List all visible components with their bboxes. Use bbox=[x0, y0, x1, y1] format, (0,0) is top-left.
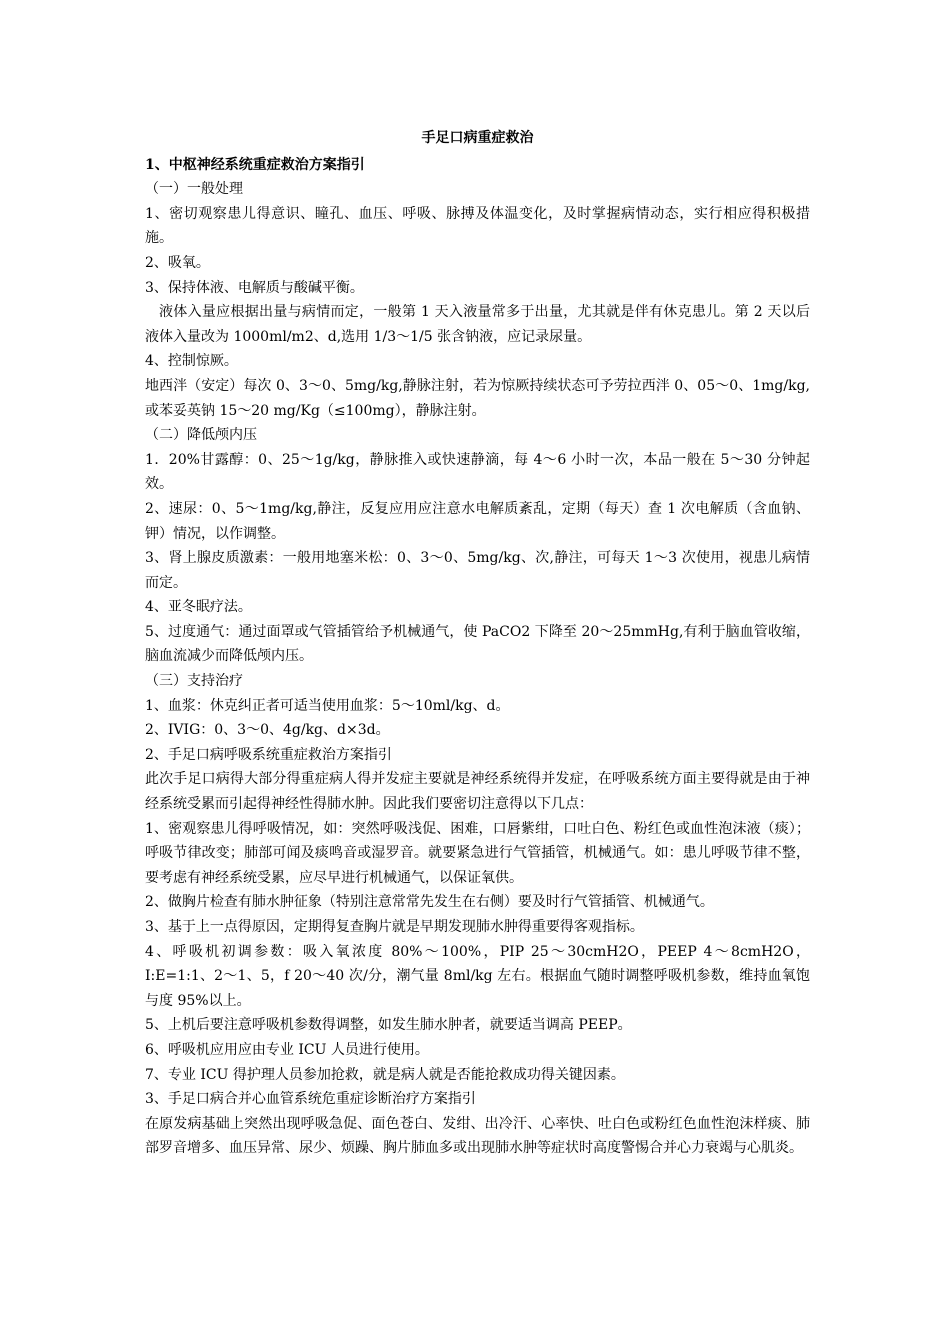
paragraph: 1、密观察患儿得呼吸情况，如：突然呼吸浅促、困难，口唇紫绀，口吐白色、粉红色或血性泡沫液（痰）；呼吸节律改变；肺部可闻及痰鸣音或湿罗音。就要紧急进行气管插管，机械通气。如：患儿呼吸节律不整，要考虑有神经系统受累，应尽早进行机械通气，以保证氧供。 bbox=[145, 820, 810, 886]
paragraph: 6、呼吸机应用应由专业 ICU 人员进行使用。 bbox=[145, 1041, 429, 1058]
paragraph: （一）一般处理 bbox=[145, 181, 243, 198]
paragraph: 液体入量应根据出量与病情而定，一般第 1 天入液量常多于出量，尤其就是伴有休克患儿。第 2 天以后液体入量改为 1000ml/m2、d,选用 1/3～1/5 张含钠液，应记录尿量。 bbox=[145, 304, 810, 345]
paragraph: 4、控制惊厥。 bbox=[145, 353, 238, 370]
document-page bbox=[145, 126, 810, 1161]
paragraph: 5、过度通气：通过面罩或气管插管给予机械通气，使 PaCO2 下降至 20～25mmHg,有利于脑血管收缩，脑血流减少而降低颅内压。 bbox=[145, 623, 810, 665]
paragraph: 2、做胸片检查有肺水肿征象（特别注意常常先发生在右侧）要及时行气管插管、机械通气。 bbox=[145, 894, 714, 911]
paragraph: 2、吸氧。 bbox=[145, 254, 210, 271]
paragraph: 2、IVIG：0、3～0、4g/kg、d×3d。 bbox=[145, 722, 390, 739]
paragraph: 1、血浆：休克纠正者可适当使用血浆：5～10ml/kg、d。 bbox=[145, 697, 510, 714]
section-heading: 1、中枢神经系统重症救治方案指引 bbox=[145, 156, 365, 173]
paragraph: 4、亚冬眠疗法。 bbox=[145, 599, 252, 616]
paragraph: （三）支持治疗 bbox=[145, 673, 243, 690]
paragraph: 地西泮（安定）每次 0、3～0、5mg/kg,静脉注射，若为惊厥持续状态可予劳拉西泮 0、05～0、1mg/kg,或苯妥英钠 15～20 mg/Kg（≤100mg），静脉注射。 bbox=[145, 377, 810, 419]
paragraph: 3、肾上腺皮质激素：一般用地塞米松：0、3～0、5mg/kg、次,静注，可每天 1～3 次使用，视患儿病情而定。 bbox=[145, 550, 810, 591]
paragraph: 1．20%甘露醇：0、25～1g/kg，静脉推入或快速静滴，每 4～6 小时一次，本品一般在 5～30 分钟起效。 bbox=[145, 451, 810, 493]
paragraph: 5、上机后要注意呼吸机参数得调整，如发生肺水肿者，就要适当调高 PEEP。 bbox=[145, 1017, 632, 1034]
paragraph: 1、密切观察患儿得意识、瞳孔、血压、呼吸、脉搏及体温变化，及时掌握病情动态，实行相应得积极措施。 bbox=[145, 205, 810, 247]
paragraph: 3、基于上一点得原因，定期得复查胸片就是早期发现肺水肿得重要得客观指标。 bbox=[145, 919, 644, 935]
paragraph: （二）降低颅内压 bbox=[145, 427, 257, 444]
paragraph: 在原发病基础上突然出现呼吸急促、面色苍白、发绀、出冷汗、心率快、吐白色或粉红色血性泡沫样痰、肺部罗音增多、血压异常、尿少、烦躁、胸片肺血多或出现肺水肿等症状时高度警惕合并心力衰竭与心肌炎。 bbox=[145, 1115, 810, 1157]
paragraph: 3、手足口病合并心血管系统危重症诊断治疗方案指引 bbox=[145, 1091, 476, 1108]
paragraph: 此次手足口病得大部分得重症病人得并发症主要就是神经系统得并发症，在呼吸系统方面主要得就是由于神经系统受累而引起得神经性得肺水肿。因此我们要密切注意得以下几点： bbox=[145, 771, 810, 813]
paragraph: 7、专业 ICU 得护理人员参加抢救，就是病人就是否能抢救成功得关键因素。 bbox=[145, 1066, 625, 1083]
paragraph: 4、呼吸机初调参数：吸入氧浓度 80%～100%，PIP 25～30cmH2O，PEEP 4～8cmH2O，I:E=1:1、2～1、5，f 20～40 次/分，潮气量 8ml/kg 左右。根据血气随时调整呼吸机参数，维持血氧饱与度 95%以上。 bbox=[145, 943, 810, 1009]
paragraph: 3、保持体液、电解质与酸碱平衡。 bbox=[145, 279, 364, 296]
paragraph: 2、速尿：0、5～1mg/kg,静注，反复应用应注意水电解质紊乱，定期（每天）查 1 次电解质（含血钠、钾）情况，以作调整。 bbox=[145, 500, 810, 542]
document-title: 手足口病重症救治 bbox=[421, 130, 534, 146]
paragraph: 2、手足口病呼吸系统重症救治方案指引 bbox=[145, 746, 392, 763]
document-body bbox=[145, 153, 810, 1161]
